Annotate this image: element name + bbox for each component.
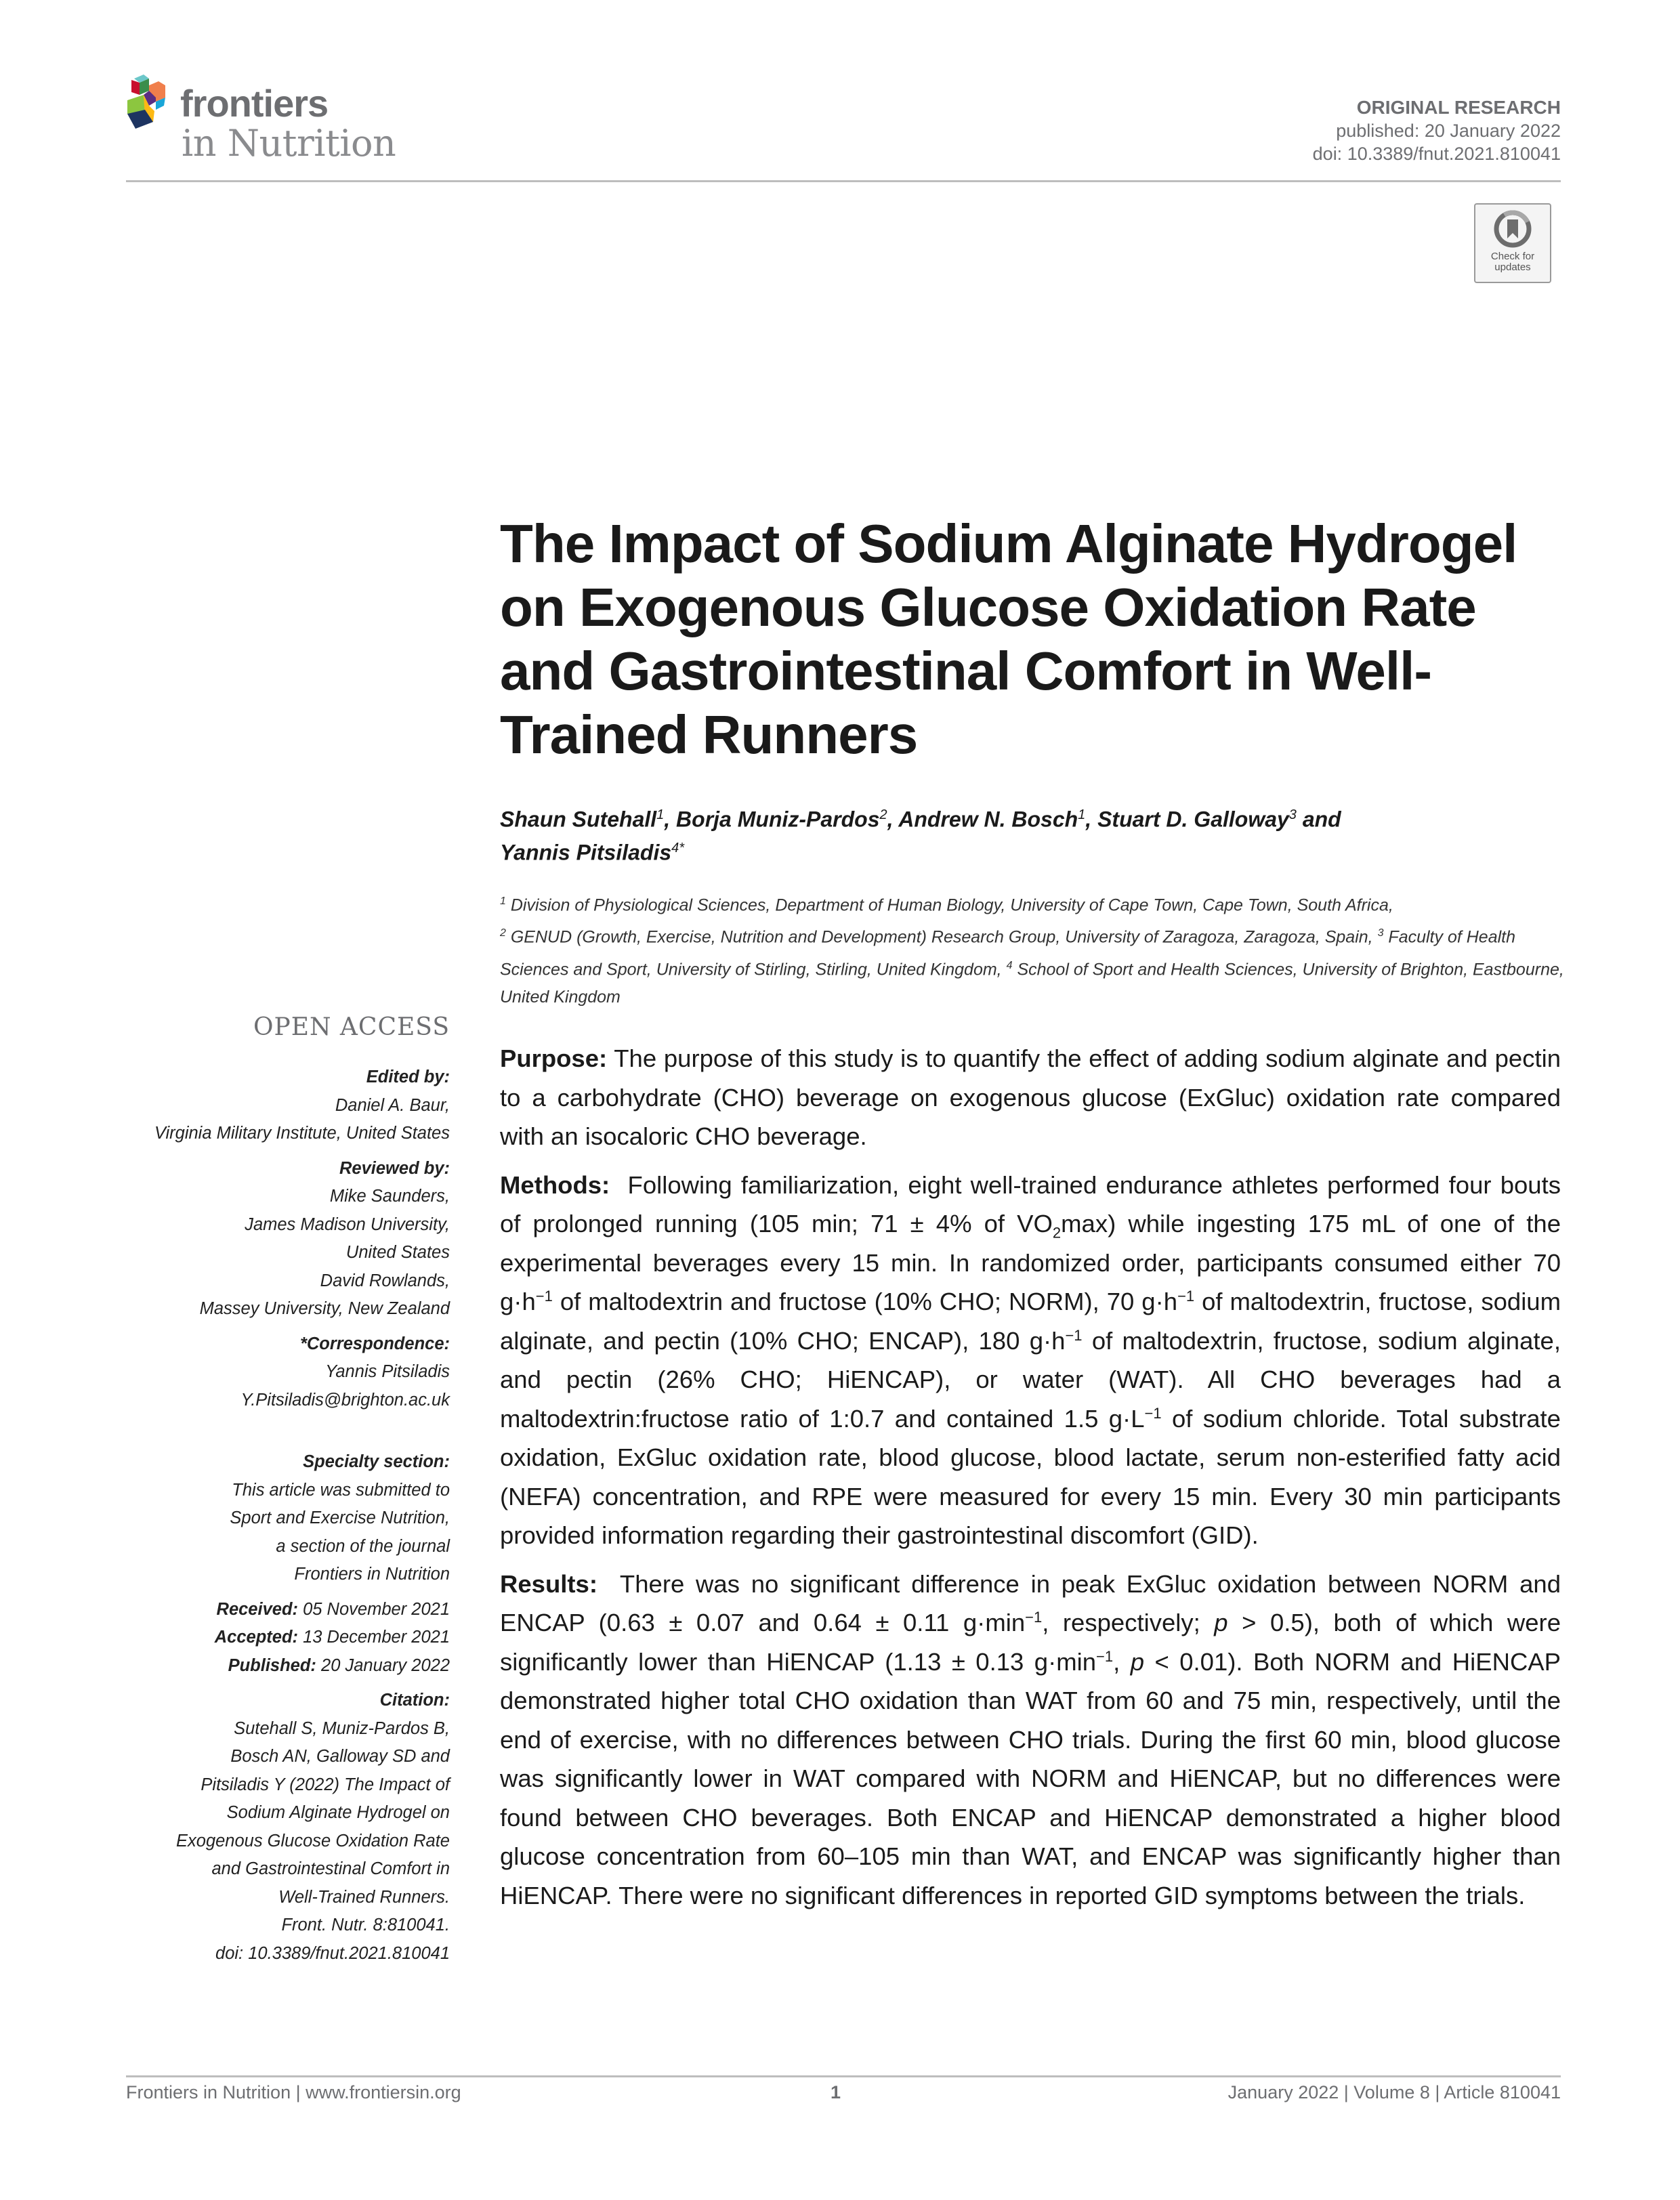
affil-num: 3 bbox=[1377, 927, 1384, 939]
specialty-label: Specialty section: bbox=[303, 1452, 450, 1471]
citation-label: Citation: bbox=[379, 1691, 450, 1710]
methods-text: max) while ingesting 175 mL of one of the experimental beverages every 15 min. In randomized order, participants consumed either 70 g·h bbox=[500, 1210, 1561, 1315]
logo-journal-name: in Nutrition bbox=[182, 122, 396, 165]
abstract bbox=[500, 1039, 1561, 1924]
citation-line: Exogenous Glucose Oxidation Rate bbox=[176, 1831, 450, 1850]
editor-name: Daniel A. Baur, bbox=[335, 1095, 450, 1115]
p-value-symbol: p bbox=[1214, 1609, 1228, 1636]
author-list bbox=[500, 801, 1570, 866]
results-text: There was no significant difference in peak ExGluc oxidation between NORM and ENCAP (0.63 ± 0.07 and 0.64 ± 0.11 g·min bbox=[500, 1569, 1561, 1636]
author-affil-ref: 4* bbox=[671, 840, 685, 855]
superscript: −1 bbox=[1065, 1326, 1083, 1344]
accepted-date: 13 December 2021 bbox=[303, 1628, 450, 1647]
correspondent-name: Yannis Pitsiladis bbox=[325, 1362, 450, 1381]
dates-section bbox=[108, 1596, 450, 1680]
author-affil-ref: 1 bbox=[656, 807, 665, 822]
methods-text: of maltodextrin, fructose, sodium alginate, and pectin (10% CHO; ENCAP), 180 g·h bbox=[500, 1288, 1561, 1355]
affiliation: Faculty of Health Sciences and Sport, University of Stirling, Stirling, United Kingdom, bbox=[500, 927, 1516, 979]
citation-doi[interactable]: doi: 10.3389/fnut.2021.810041 bbox=[215, 1943, 450, 1963]
reviewer-line: Mike Saunders, bbox=[329, 1187, 450, 1206]
correspondence-label: *Correspondence: bbox=[299, 1334, 450, 1353]
published-label: Published: bbox=[228, 1655, 316, 1675]
author-name[interactable]: Borja Muniz-Pardos bbox=[676, 807, 880, 832]
specialty-line: a section of the journal bbox=[276, 1536, 450, 1556]
reviewed-by-section bbox=[108, 1155, 450, 1324]
correspondence-section bbox=[108, 1330, 450, 1415]
methods-text: of sodium chloride. Total substrate oxidation, ExGluc oxidation rate, blood glucose, blood lactate, serum non-esterified fatty acid (NEFA) concentration, and RPE were measured for every 15 min. Every 30 min participants provided information regarding their gastrointestinal discomfort (GID). bbox=[500, 1404, 1561, 1549]
specialty-line: Frontiers in Nutrition bbox=[294, 1565, 450, 1584]
abstract-results bbox=[500, 1565, 1561, 1916]
reviewer-line: David Rowlands, bbox=[320, 1271, 450, 1290]
received-label: Received: bbox=[216, 1599, 299, 1619]
citation-line: Well-Trained Runners. bbox=[278, 1887, 450, 1907]
author-name[interactable]: Shaun Sutehall bbox=[500, 807, 657, 832]
logo-wordmark: frontiers bbox=[180, 82, 329, 125]
accepted-label: Accepted: bbox=[214, 1628, 299, 1647]
footer-issue-info: January 2022 | Volume 8 | Article 810041 bbox=[1227, 2082, 1561, 2102]
author-affil-ref: 3 bbox=[1288, 807, 1297, 822]
reviewer-line: United States bbox=[345, 1243, 450, 1262]
superscript: −1 bbox=[1177, 1287, 1195, 1305]
edited-by-section bbox=[108, 1063, 450, 1148]
check-for-label: Check for bbox=[1490, 251, 1535, 262]
page-number: 1 bbox=[831, 2082, 841, 2102]
header-divider bbox=[126, 180, 1561, 182]
citation-line: Sutehall S, Muniz-Pardos B, bbox=[234, 1718, 450, 1738]
editor-affiliation: Virginia Military Institute, United States bbox=[154, 1124, 450, 1143]
frontiers-cubes-icon bbox=[126, 70, 180, 138]
abstract-methods bbox=[500, 1166, 1561, 1555]
affiliation: GENUD (Growth, Exercise, Nutrition and Development) Research Group, University of Zaragoza, Zaragoza, Spain, bbox=[510, 927, 1373, 947]
results-text: > 0.5), both of which were significantly lower than HiENCAP (1.13 ± 0.13 g·min bbox=[500, 1609, 1561, 1676]
specialty-line: Sport and Exercise Nutrition, bbox=[230, 1508, 450, 1527]
author-separator: , bbox=[1085, 807, 1098, 832]
reviewed-by-label: Reviewed by: bbox=[339, 1158, 450, 1178]
affiliation: Division of Physiological Sciences, Department of Human Biology, University of Cape Town, Cape Town, South Africa, bbox=[510, 895, 1393, 915]
correspondent-email[interactable]: Y.Pitsiladis@brighton.ac.uk bbox=[240, 1390, 450, 1410]
affil-num: 1 bbox=[500, 895, 506, 907]
methods-text: of maltodextrin, fructose, sodium alginate, and pectin (26% CHO; HiENCAP), or water (WAT). All CHO beverages had a maltodextrin:fructose ratio of 1:0.7 and contained 1.5 g·L bbox=[500, 1326, 1561, 1433]
specialty-section bbox=[108, 1448, 450, 1589]
superscript: −1 bbox=[1025, 1608, 1043, 1626]
superscript: −1 bbox=[535, 1287, 553, 1305]
superscript: −1 bbox=[1096, 1647, 1114, 1665]
author-affil-ref: 1 bbox=[1078, 807, 1086, 822]
reviewer-line: James Madison University, bbox=[245, 1214, 450, 1234]
purpose-text: The purpose of this study is to quantify the effect of adding sodium alginate and pectin to a carbohydrate (CHO) beverage on exogenous glucose (ExGluc) oxidation rate compared with an isocaloric CHO beverage. bbox=[500, 1044, 1561, 1150]
published-date: published: 20 January 2022 bbox=[1336, 121, 1561, 141]
affiliation: School of Sport and Health Sciences, University of Brighton, Eastbourne, United Kingdom bbox=[500, 959, 1564, 1007]
edited-by-label: Edited by: bbox=[366, 1067, 450, 1086]
author-separator: , bbox=[664, 807, 677, 832]
footer-journal-link[interactable]: Frontiers in Nutrition | www.frontiersin.org bbox=[126, 2082, 461, 2102]
abstract-purpose bbox=[500, 1039, 1561, 1156]
affiliations bbox=[500, 887, 1570, 1011]
article-title: The Impact of Sodium Alginate Hydrogel on Exogenous Glucose Oxidation Rate and Gastrointestinal Comfort in Well-Trained Runners bbox=[500, 513, 1517, 765]
author-name[interactable]: Andrew N. Bosch bbox=[898, 807, 1078, 832]
check-for-updates-button[interactable] bbox=[1474, 203, 1551, 283]
results-text: , respectively; bbox=[1042, 1609, 1215, 1636]
citation-line: Front. Nutr. 8:810041. bbox=[281, 1916, 450, 1934]
subscript: 2 bbox=[1052, 1224, 1062, 1242]
reviewer-line: Massey University, New Zealand bbox=[199, 1299, 450, 1318]
crossmark-icon bbox=[1494, 210, 1532, 248]
affil-num: 4 bbox=[1006, 959, 1013, 971]
received-date: 05 November 2021 bbox=[303, 1599, 450, 1619]
citation-line: Pitsiladis Y (2022) The Impact of bbox=[201, 1775, 450, 1794]
author-name[interactable]: Yannis Pitsiladis bbox=[500, 840, 672, 865]
specialty-line: This article was submitted to bbox=[232, 1480, 450, 1500]
article-type: ORIGINAL RESEARCH bbox=[1356, 97, 1561, 118]
author-separator: , bbox=[887, 807, 899, 832]
p-value-symbol: p bbox=[1130, 1647, 1145, 1676]
results-text: < 0.01). Both NORM and HiENCAP demonstrated higher total CHO oxidation than WAT from 60 and 75 min, respectively, until the end of exercise, with no differences between CHO trials. During the first 60 min, blood glucose was significantly lower in WAT compared with NORM and HiENCAP, but no differences were found between CHO beverages. Both ENCAP and HiENCAP demonstrated a higher blood glucose concentration from 60–105 min than WAT, and ENCAP was significantly higher than HiENCAP. There were no significant differences in reported GID symptoms between the trials. bbox=[500, 1647, 1561, 1909]
footer-divider bbox=[126, 2075, 1561, 2077]
open-access-label: OPEN ACCESS bbox=[253, 1013, 450, 1041]
journal-logo[interactable] bbox=[126, 70, 397, 165]
citation-line: and Gastrointestinal Comfort in bbox=[211, 1859, 450, 1878]
results-text: , bbox=[1113, 1647, 1131, 1676]
author-name[interactable]: Stuart D. Galloway bbox=[1097, 807, 1289, 832]
published-date: 20 January 2022 bbox=[321, 1655, 450, 1675]
author-affil-ref: 2 bbox=[879, 807, 887, 822]
methods-text: Following familiarization, eight well-trained endurance athletes performed four bouts of prolonged running (105 min; 71 ± 4% of VO bbox=[500, 1170, 1561, 1238]
article-meta bbox=[1313, 96, 1561, 165]
article-sidebar bbox=[108, 1012, 450, 1974]
citation-line: Bosch AN, Galloway SD and bbox=[230, 1747, 450, 1766]
author-separator: and bbox=[1296, 807, 1341, 832]
methods-text: of maltodextrin and fructose (10% CHO; NORM), 70 g·h bbox=[552, 1288, 1178, 1315]
updates-label: updates bbox=[1494, 261, 1531, 273]
doi-link[interactable]: doi: 10.3389/fnut.2021.810041 bbox=[1312, 144, 1561, 164]
superscript: −1 bbox=[1144, 1404, 1162, 1422]
citation-line: Sodium Alginate Hydrogel on bbox=[226, 1803, 450, 1822]
affil-num: 2 bbox=[500, 927, 506, 939]
results-label: Results: bbox=[500, 1569, 598, 1598]
methods-label: Methods: bbox=[500, 1170, 610, 1199]
citation-section bbox=[108, 1687, 450, 1968]
purpose-label: Purpose: bbox=[500, 1044, 608, 1072]
